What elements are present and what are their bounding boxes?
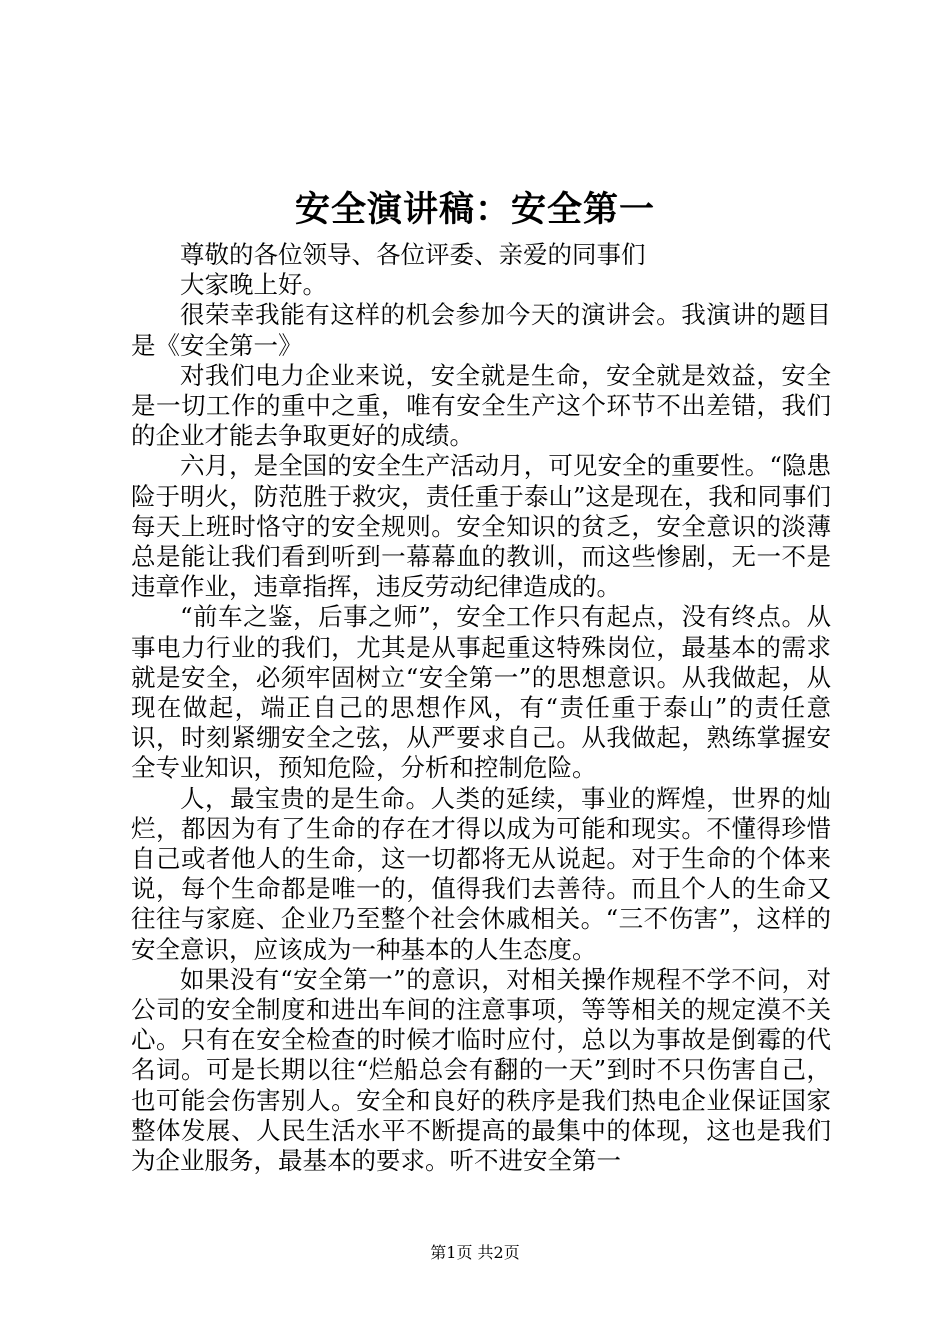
paragraph-consequences: 如果没有“安全第一”的意识，对相关操作规程不学不问，对公司的安全制度和进出车间的注意事项，等等相关的规定漠不关心。只有在安全检查的时候才临时应付，总以为事故是倒霉的代名词。可是长期以往“烂船总会有翻的一天”到时不只伤害自己，也可能会伤害别人。安全和良好的秩序是我们热电企业保证国家整体发展、人民生活水平不断提高的最集中的体现，这也是我们为企业服务，最基本的要求。听不进安全第一 [131,964,831,1176]
paragraph-greeting: 尊敬的各位领导、各位评委、亲爱的同事们 [180,240,646,269]
paragraph-salutation: 大家晚上好。 [180,270,327,300]
paragraph-importance: 对我们电力企业来说，安全就是生命，安全就是效益，安全是一切工作的重中之重，唯有安全生产这个环节不出差错，我们的企业才能去争取更好的成绩。 [131,360,831,451]
paragraph-intro: 很荣幸我能有这样的机会参加今天的演讲会。我演讲的题目是《安全第一》 [131,300,831,360]
page-footer: 第1页 共2页 [430,1243,520,1262]
paragraph-safety-month: 六月，是全国的安全生产活动月，可见安全的重要性。“隐患险于明火，防范胜于救灾，责任重于泰山”这是现在，我和同事们每天上班时恪守的安全规则。安全知识的贫乏，安全意识的淡薄总是能让我们看到听到一幕幕血的教训，而这些惨剧，无一不是违章作业，违章指挥，违反劳动纪律造成的。 [131,451,831,602]
document-body [131,240,831,1176]
paragraph-lessons: “前车之鉴，后事之师”，安全工作只有起点，没有终点。从事电力行业的我们，尤其是从事起重这特殊岗位，最基本的需求就是安全，必须牢固树立“安全第一”的思想意识。从我做起，从现在做起，端正自己的思想作风，有“责任重于泰山”的责任意识，时刻紧绷安全之弦，从严要求自己。从我做起，熟练掌握安全专业知识，预知危险，分析和控制危险。 [131,602,831,783]
document-title: 安全演讲稿：安全第一 [294,189,655,230]
paragraph-life: 人，最宝贵的是生命。人类的延续，事业的辉煌，世界的灿烂，都因为有了生命的存在才得以成为可能和现实。不懂得珍惜自己或者他人的生命，这一切都将无从说起。对于生命的个体来说，每个生命都是唯一的，值得我们去善待。而且个人的生命又往往与家庭、企业乃至整个社会休戚相关。“三不伤害”，这样的安全意识，应该成为一种基本的人生态度。 [131,783,831,964]
